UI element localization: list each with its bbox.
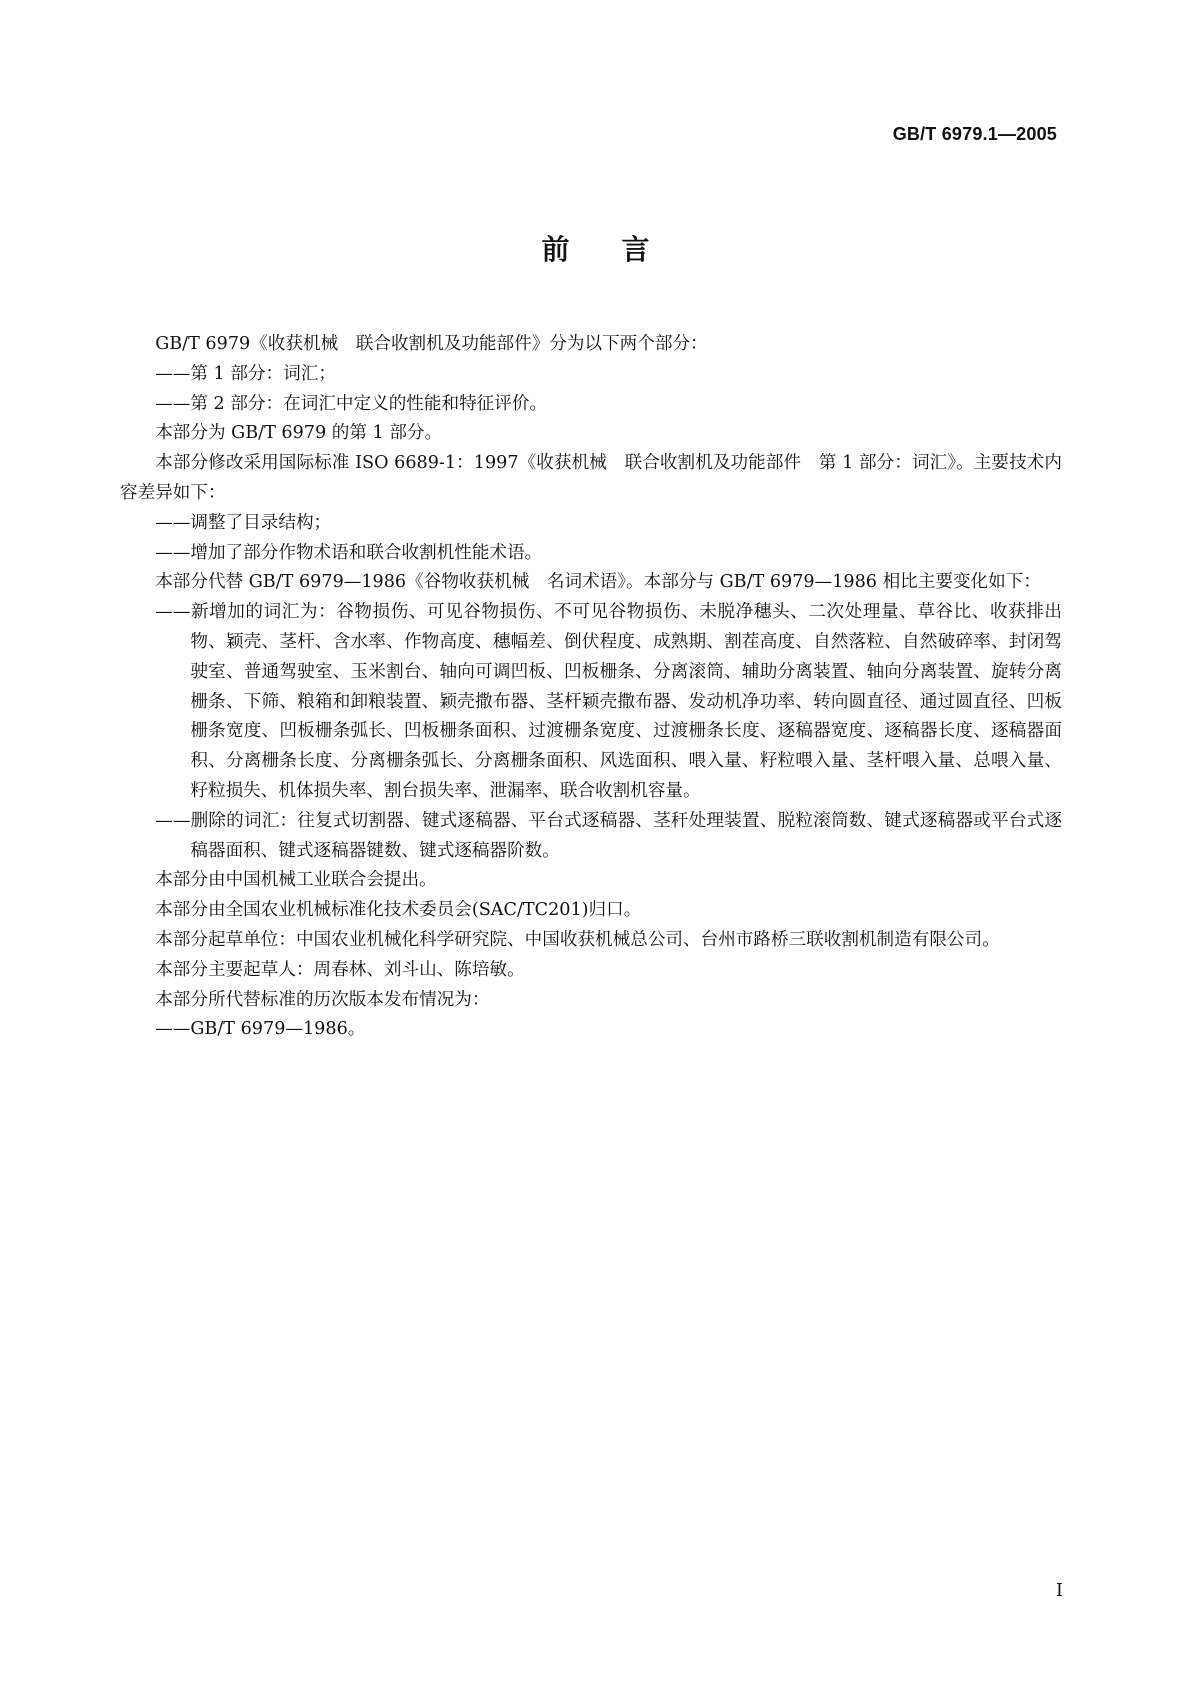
- list-item-deleted-vocabulary: ——删除的词汇：往复式切割器、键式逐稿器、平台式逐稿器、茎秆处理装置、脱粒滚筒数、键式逐稿器或平台式逐稿器面积、键式逐稿器键数、键式逐稿器阶数。: [155, 810, 1062, 861]
- paragraph-parts-intro: GB/T 6979《收获机械 联合收割机及功能部件》分为以下两个部分：: [155, 334, 708, 354]
- foreword-body: [120, 330, 1062, 1045]
- paragraph-replaces: 本部分代替 GB/T 6979—1986《谷物收获机械 名词术语》。本部分与 GB/T 6979—1986 相比主要变化如下：: [155, 572, 1041, 593]
- page-title: 前言: [541, 233, 702, 266]
- paragraph-drafters: 本部分主要起草人：周春林、刘斗山、陈培敏。: [155, 959, 525, 980]
- list-item-part-1: ——第 1 部分：词汇；: [155, 363, 336, 384]
- paragraph-iso-adoption: 本部分修改采用国际标准 ISO 6689-1：1997《收获机械 联合收割机及功能部件 第 1 部分：词汇》。主要技术内容差异如下：: [120, 453, 1062, 503]
- paragraph-drafting-units: 本部分起草单位：中国农业机械化科学研究院、中国收获机械总公司、台州市路桥三联收割机制造有限公司。: [155, 929, 1000, 950]
- list-item-terms-added: ——增加了部分作物术语和联合收割机性能术语。: [155, 542, 543, 563]
- paragraph-under-jurisdiction: 本部分由全国农业机械标准化技术委员会(SAC/TC201)归口。: [155, 900, 642, 921]
- standard-code: GB/T 6979.1—2005: [892, 124, 1057, 144]
- list-item-previous-edition: ——GB/T 6979—1986。: [155, 1019, 366, 1040]
- paragraph-this-part: 本部分为 GB/T 6979 的第 1 部分。: [155, 423, 443, 444]
- paragraph-previous-editions: 本部分所代替标准的历次版本发布情况为：: [155, 989, 490, 1010]
- list-item-structure-change: ——调整了目录结构；: [155, 512, 332, 533]
- page-number: I: [1055, 1580, 1063, 1601]
- list-item-new-vocabulary: ——新增加的词汇为：谷物损伤、可见谷物损伤、不可见谷物损伤、未脱净穗头、二次处理量、草谷比、收获排出物、颖壳、茎杆、含水率、作物高度、穗幅差、倒伏程度、成熟期、割茬高度、自然落粒、自然破碎率、封闭驾驶室、普通驾驶室、玉米割台、轴向可调凹板、凹板栅条、分离滚筒、辅助分离装置、轴向分离装置、旋转分离栅条、下筛、粮箱和卸粮装置、颖壳撒布器、茎杆颖壳撒布器、发动机净功率、转向圆直径、通过圆直径、凹板栅条宽度、凹板栅条弧长、凹板栅条面积、过渡栅条宽度、过渡栅条长度、逐稿器宽度、逐稿器长度、逐稿器面积、分离栅条长度、分离栅条弧长、分离栅条面积、风选面积、喂入量、籽粒喂入量、茎杆喂入量、总喂入量、籽粒损失、机体损失率、割台损失率、泄漏率、联合收割机容量。: [155, 602, 1062, 801]
- paragraph-proposed-by: 本部分由中国机械工业联合会提出。: [155, 870, 437, 891]
- list-item-part-2: ——第 2 部分：在词汇中定义的性能和特征评价。: [155, 393, 548, 414]
